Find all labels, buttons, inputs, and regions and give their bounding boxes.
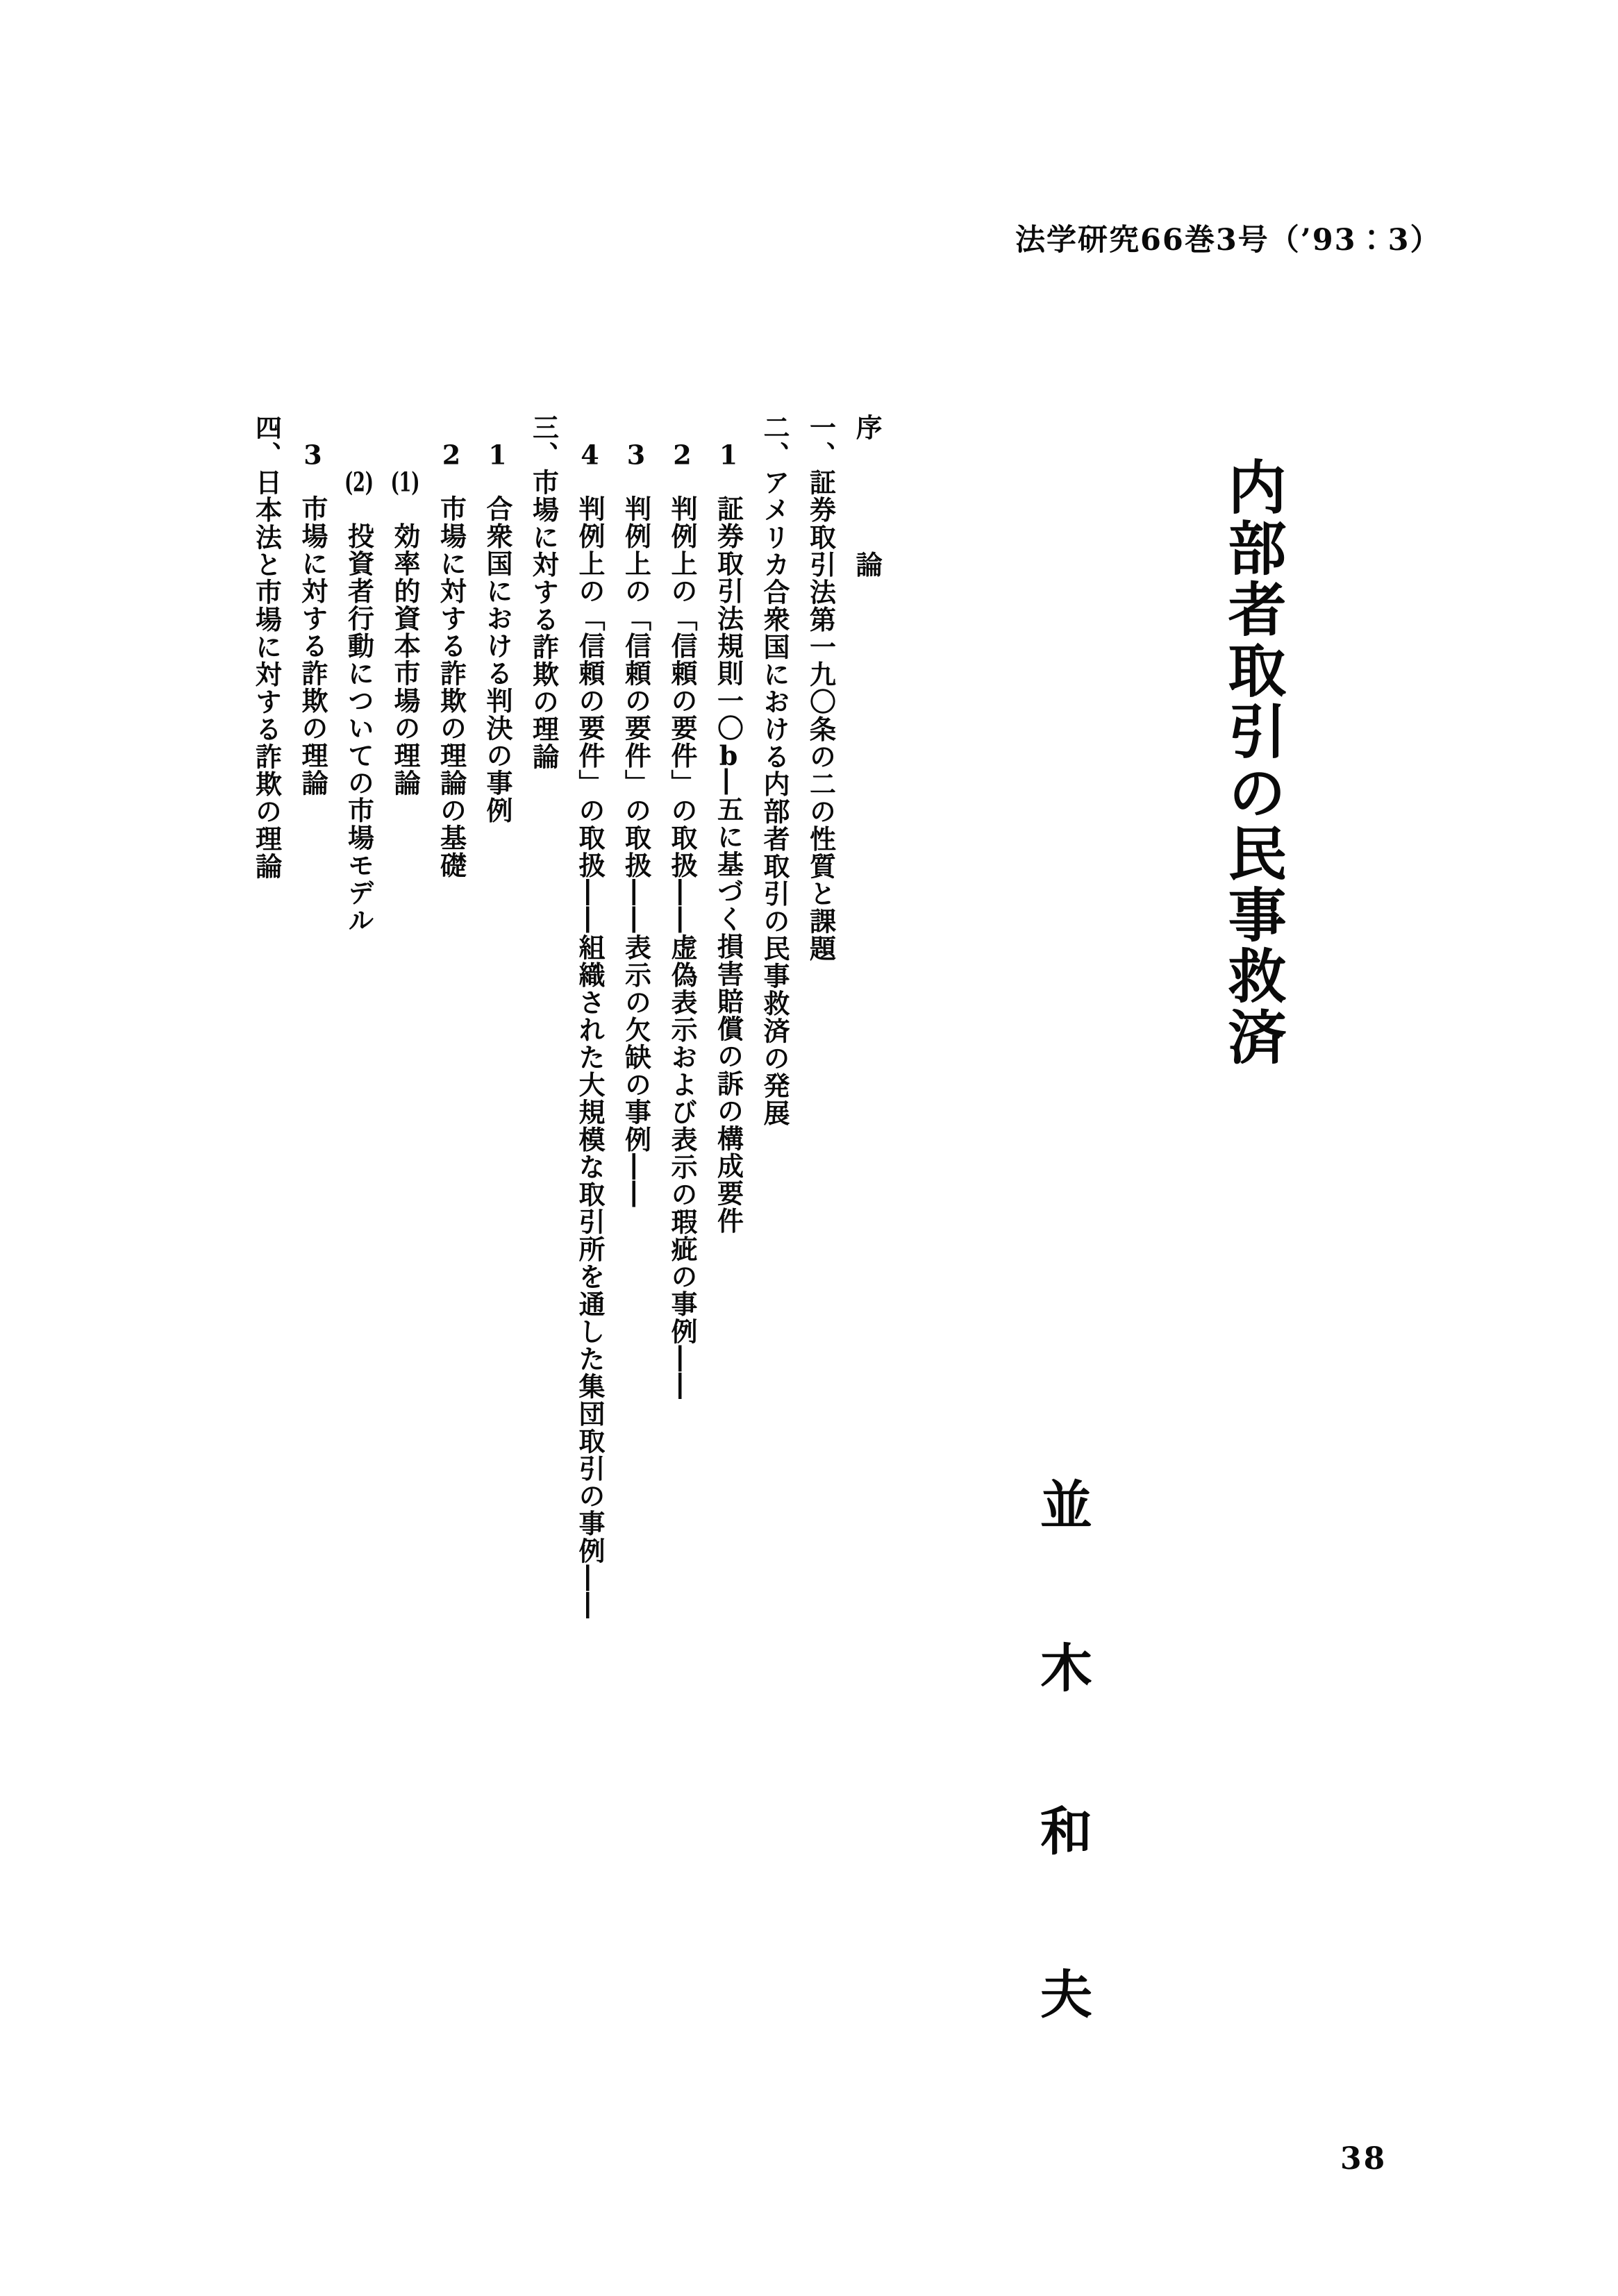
toc-line-section-2: 二、アメリカ合衆国における内部者取引の民事救済の発展 <box>759 414 790 1127</box>
article-title: 内部者取引の民事救済 <box>1219 457 1287 1068</box>
toc-line-2-item-2: 2 判例上の「信頼の要件」の取扱――虚偽表示および表示の瑕疵の事例―― <box>667 441 698 1400</box>
page-number: 38 <box>1340 2141 1387 2177</box>
journal-header: 法学研究66巻3号（’93：3） <box>1015 223 1442 258</box>
toc-line-3-item-2-2: (2) 投資者行動についての市場モデル <box>343 469 375 934</box>
toc-line-3-item-3: 3 市場に対する詐欺の理論 <box>297 441 328 797</box>
toc-line-section-1: 一、証券取引法第一九〇条の二の性質と課題 <box>805 414 837 962</box>
toc-line-3-item-2-1: (1) 効率的資本市場の理論 <box>390 469 421 797</box>
author-name: 並木和夫 <box>1032 1477 1093 2130</box>
toc-line-section-3: 三、市場に対する詐欺の理論 <box>528 414 560 771</box>
toc-line-3-item-2: 2 市場に対する詐欺の理論の基礎 <box>435 441 467 879</box>
toc-line-2-item-3: 3 判例上の「信頼の要件」の取扱――表示の欠缺の事例―― <box>620 441 652 1208</box>
toc-line-section-4: 四、日本法と市場に対する詐欺の理論 <box>251 414 283 880</box>
table-of-contents <box>243 414 890 1637</box>
toc-line-2-item-4: 4 判例上の「信頼の要件」の取扱――組織された大規模な取引所を通した集団取引の事例―― <box>574 441 606 1620</box>
toc-line-intro: 序 論 <box>851 414 883 578</box>
toc-line-2-item-1: 1 証券取引法規則一〇b―五に基づく損害賠償の訴の構成要件 <box>712 441 744 1234</box>
toc-line-3-item-1: 1 合衆国における判決の事例 <box>482 441 513 824</box>
